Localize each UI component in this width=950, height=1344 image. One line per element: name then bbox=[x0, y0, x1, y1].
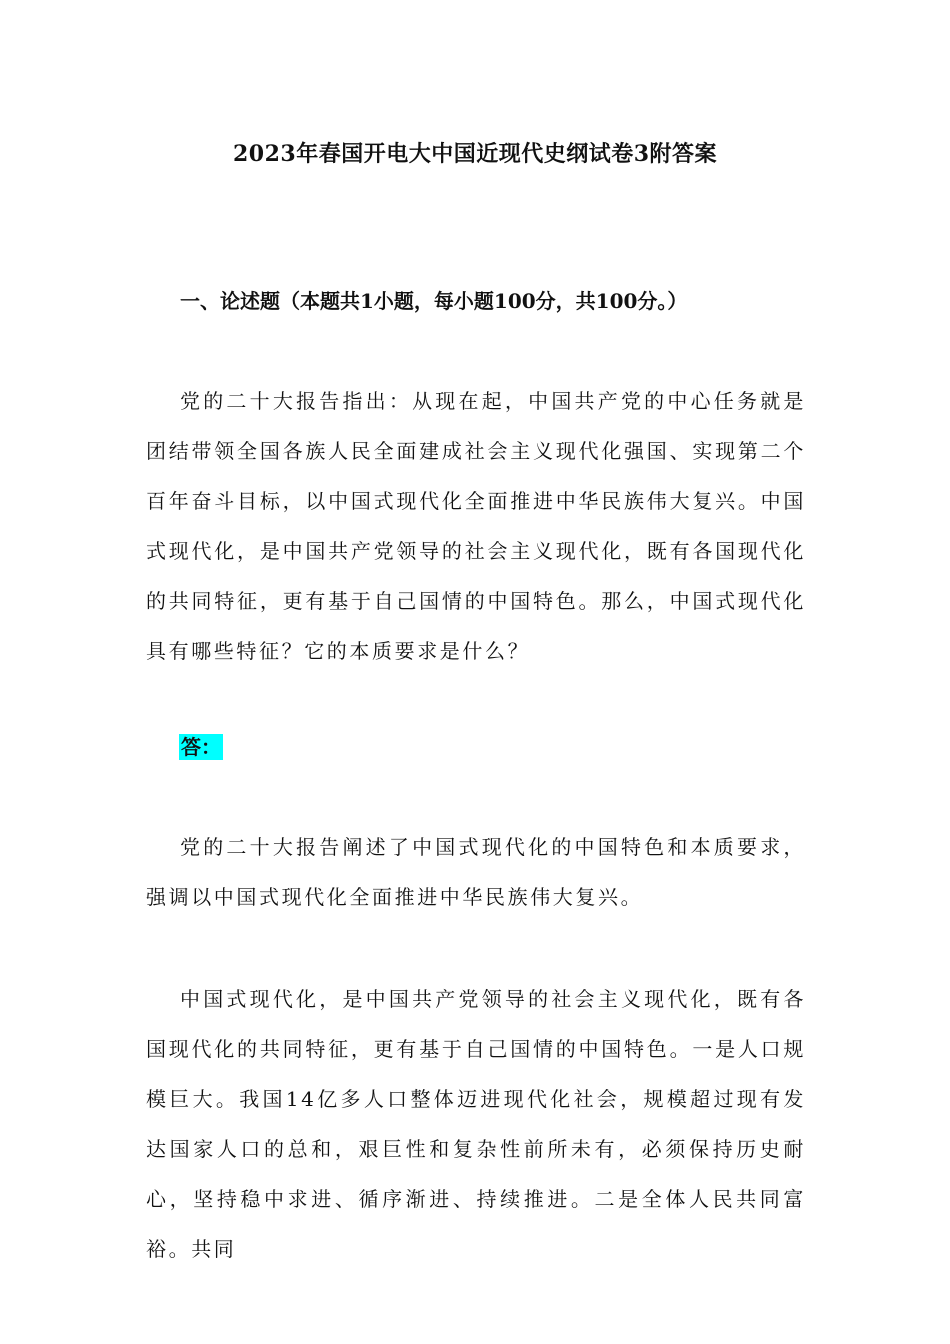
document-title: 2023年春国开电大中国近现代史纲试卷3附答案 bbox=[232, 141, 718, 167]
section-heading: 一、论述题（本题共1小题，每小题100分，共100分。） bbox=[180, 289, 688, 313]
answer-paragraph-2: 中国式现代化，是中国共产党领导的社会主义现代化，既有各国现代化的共同特征，更有基于自己国情的中国特色。一是人口规模巨大。我国14亿多人口整体迈进现代化社会，规模超过现有发达国家人口的总和，艰巨性和复杂性前所未有，必须保持历史耐心，坚持稳中求进、循序渐进、持续推进。二是全体人民共同富裕。共同 bbox=[146, 987, 806, 1261]
answer-paragraph-1: 党的二十大报告阐述了中国式现代化的中国特色和本质要求，强调以中国式现代化全面推进中华民族伟大复兴。 bbox=[146, 835, 806, 909]
answer-label: 答： bbox=[181, 735, 221, 759]
question-paragraph: 党的二十大报告指出：从现在起，中国共产党的中心任务就是团结带领全国各族人民全面建成社会主义现代化强国、实现第二个百年奋斗目标，以中国式现代化全面推进中华民族伟大复兴。中国式现代化，是中国共产党领导的社会主义现代化，既有各国现代化的共同特征，更有基于自己国情的中国特色。那么，中国式现代化具有哪些特征？它的本质要求是什么？ bbox=[146, 389, 806, 663]
